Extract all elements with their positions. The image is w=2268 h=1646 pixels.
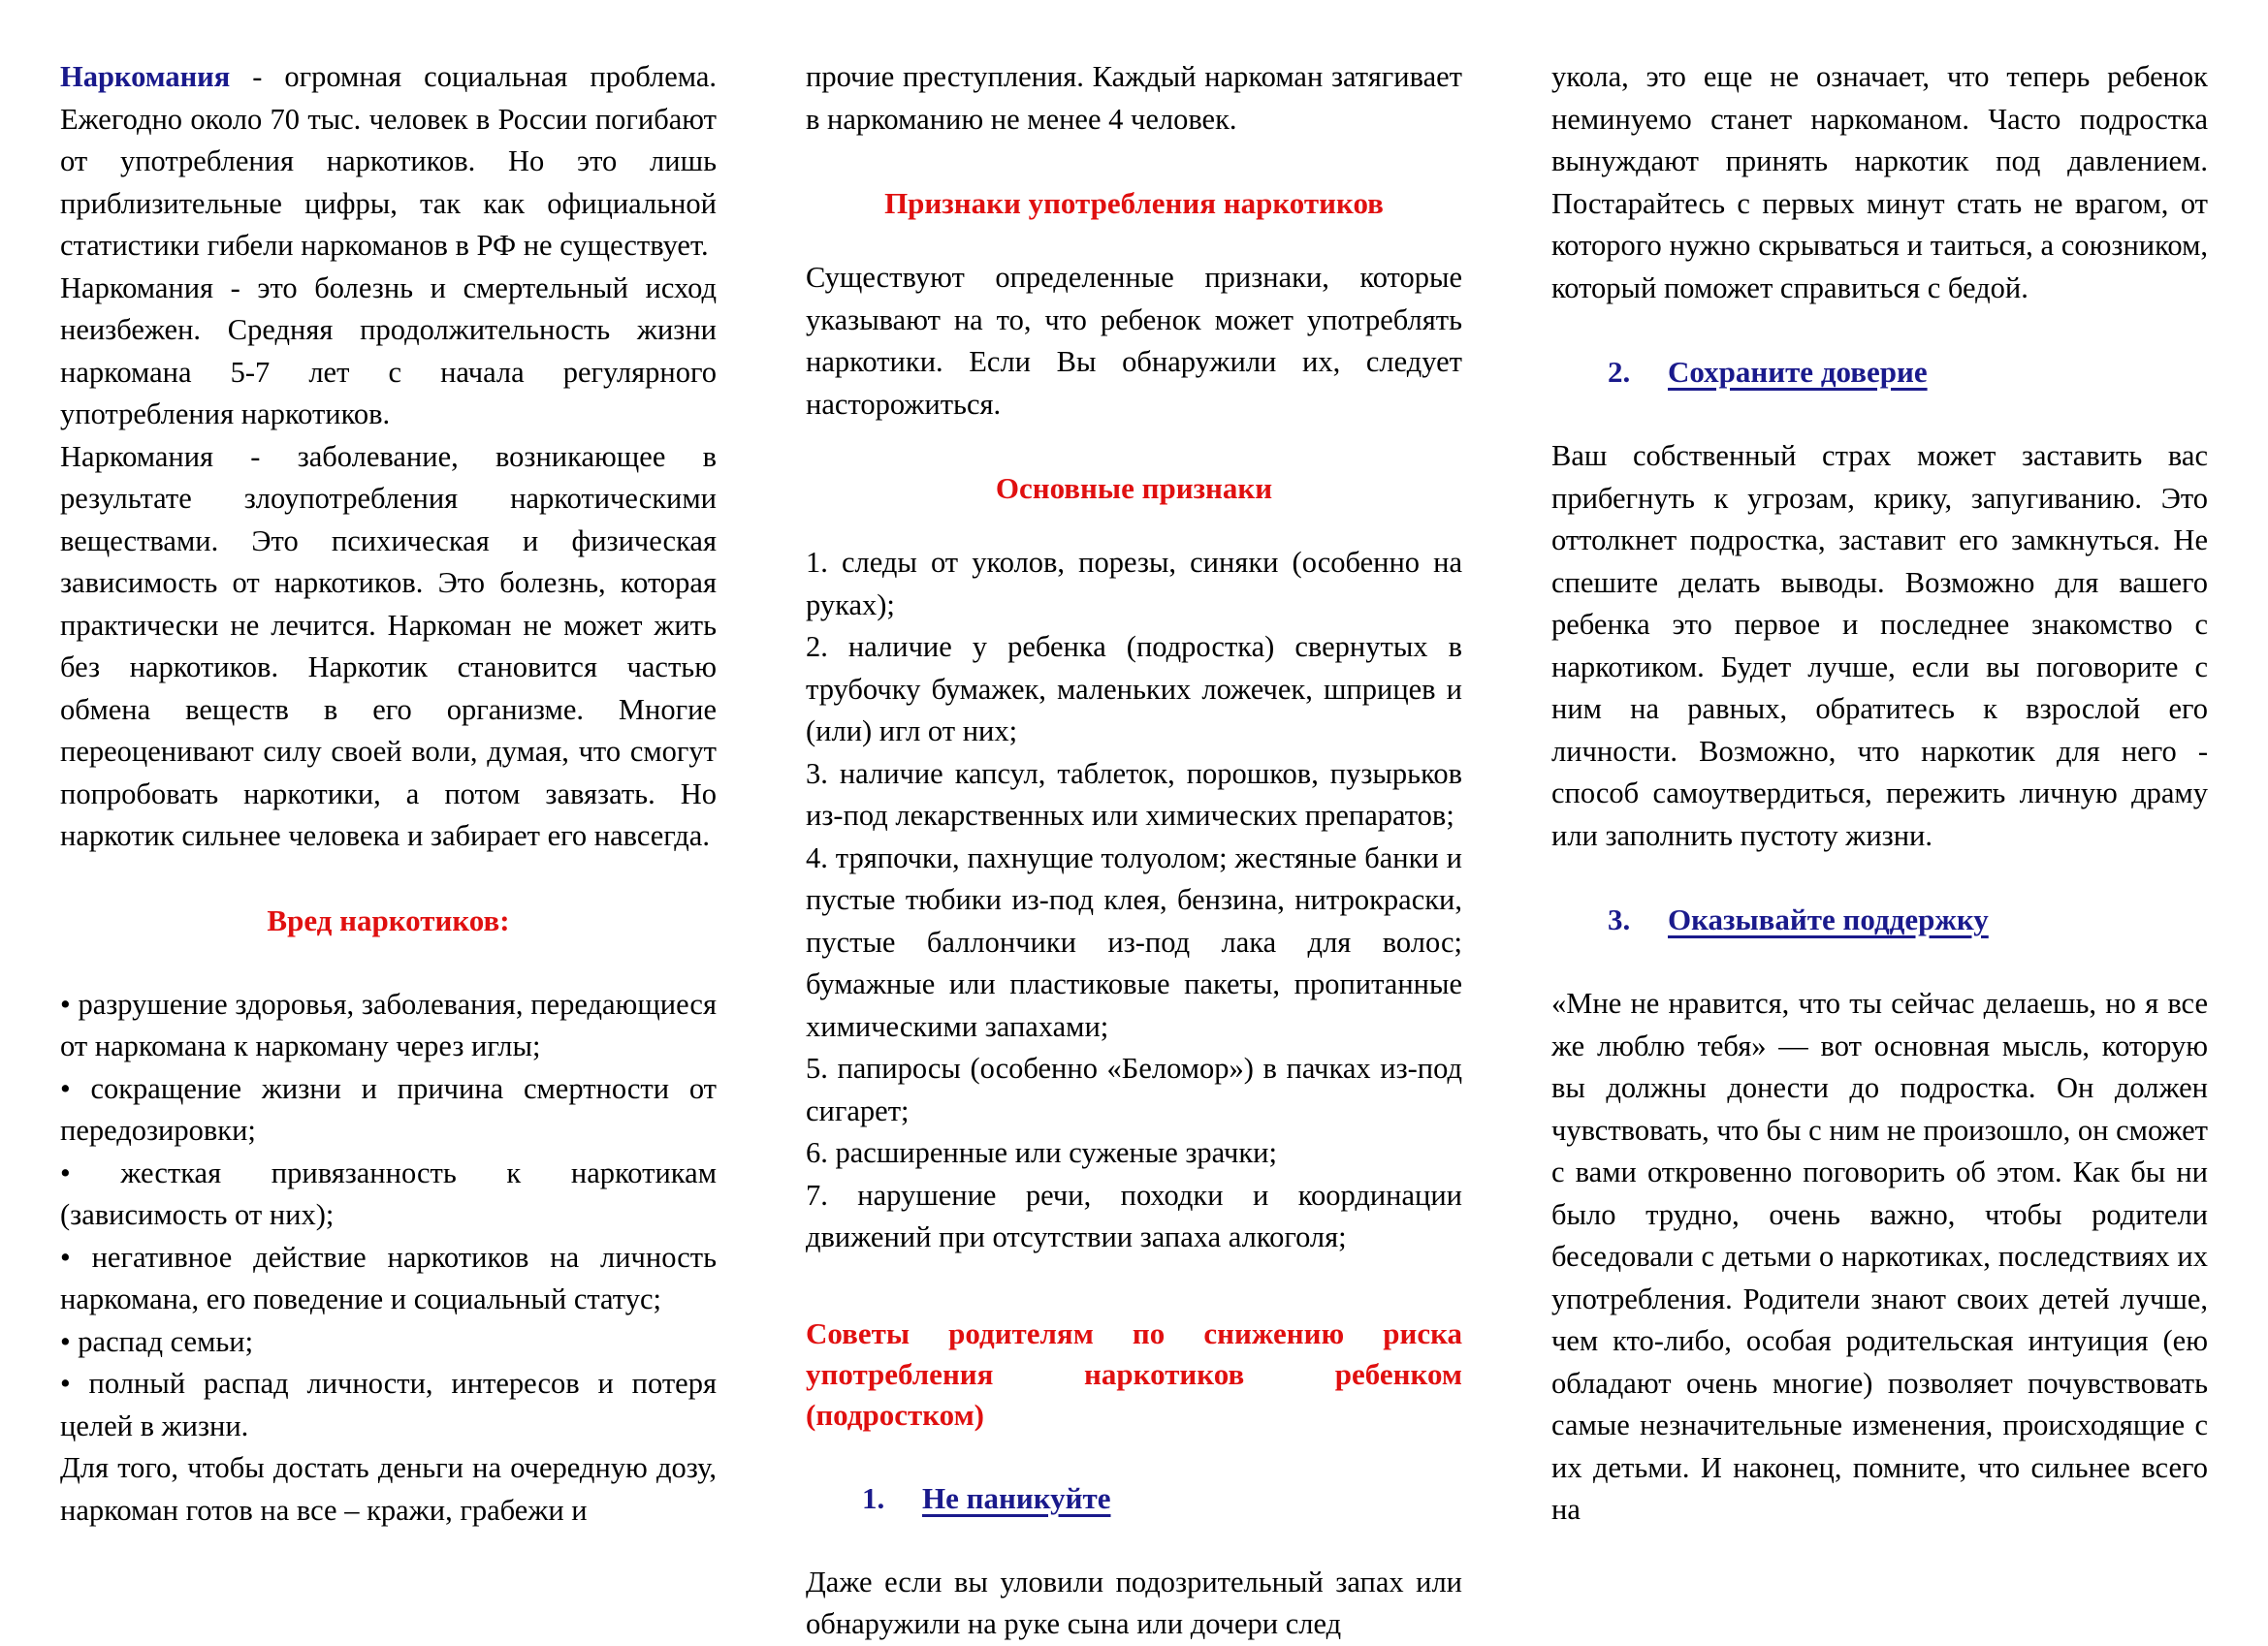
spacer [806, 509, 1462, 542]
list-item: 3. наличие капсул, таблеток, порошков, пузырьков из-под лекарственных или химических препаратов; [806, 756, 1462, 832]
intro-paragraph [60, 56, 717, 268]
paragraph-advice-1-text: Даже если вы уловили подозрительный запах или обнаружили на руке сына или дочери след [806, 1565, 1462, 1640]
spacer [1551, 857, 2208, 900]
harm-list [60, 984, 717, 1448]
paragraph-signs-intro: Существуют определенные признаки, которые указывают на то, что ребенок может употреблять наркотики. Если Вы обнаружили их, следует насторожиться. [806, 261, 1462, 421]
list-item: 5. папиросы (особенно «Беломор») в пачках из-под сигарет; [806, 1052, 1462, 1127]
spacer [1551, 393, 2208, 435]
list-item: 2. наличие у ребенка (подростка) свернутых в трубочку бумажек, маленьких ложечек, шприцев и (или) игл от них; [806, 630, 1462, 747]
spacer [60, 858, 717, 901]
list-item: • распад семьи; [60, 1324, 254, 1358]
heading-advice-2-keep-trust [1551, 352, 2208, 393]
list-item: 1. следы от уколов, порезы, синяки (особенно на руках); [806, 546, 1462, 621]
spacer [1551, 309, 2208, 352]
spacer [806, 426, 1462, 468]
intro-paragraph-rest: - огромная социальная проблема. Ежегодно около 70 тыс. человек в России погибают от употребления наркотиков. Но это лишь приблизительные цифры, так как официальной статистики гибели наркоманов в РФ не существует. [60, 60, 717, 262]
advice-2-number: 2. [1608, 355, 1631, 389]
advice-3-number: 3. [1608, 902, 1631, 936]
heading-main-signs: Основные признаки [995, 471, 1273, 505]
list-item: • сокращение жизни и причина смертности от передозировки; [60, 1071, 717, 1147]
column-right [1551, 56, 2208, 1532]
list-item: 7. нарушение речи, походки и координации движений при отсутствии запаха алкоголя; [806, 1178, 1462, 1253]
paragraph-crimes-continuation: прочие преступления. Каждый наркоман затягивает в наркоманию не менее 4 человек. [806, 60, 1462, 136]
list-item: • негативное действие наркотиков на личность наркомана, его поведение и социальный статус; [60, 1240, 717, 1315]
spacer [60, 941, 717, 984]
paragraph-money-tail: Для того, чтобы достать деньги на очередную дозу, наркоман готов на все – кражи, грабежи и [60, 1451, 717, 1527]
heading-harm-of-drugs: Вред наркотиков: [267, 902, 510, 937]
column-middle [806, 56, 1462, 1646]
advice-3-title: Оказывайте поддержку [1668, 902, 1989, 936]
heading-advice-3-give-support [1551, 900, 2208, 940]
list-item: 4. тряпочки, пахнущие толуолом; жестяные банки и пустые тюбики из-под клея, бензина, нитрокраски, пустые баллончики из-под лака для волос; бумажные или пластиковые пакеты, пропитанные химическими запахами; [806, 840, 1462, 1043]
paragraph-advice-3-text: «Мне не нравится, что ты сейчас делаешь, но я все же люблю тебя» — вот основная мысль, которую вы должны донести до подростка. Он должен чувствовать, что бы с ним не произошло, он сможет с вами откровенно поговорить об этом. Как бы ни было трудно, очень важно, чтобы родители беседовали с детьми о наркотиках, последствиях их употребления. Родители знают своих детей лучше, чем кто-либо, особая родительская интуиция (ею обладают очень многие) позволяет почувствовать самые незначительные изменения, происходящие с их детьми. И наконец, помните, что сильнее всего на [1551, 987, 2208, 1526]
list-item: 6. расширенные или суженые зрачки; [806, 1136, 1277, 1169]
paragraph-injection-continuation: укола, это еще не означает, что теперь ребенок неминуемо станет наркоманом. Часто подростка вынуждают принять наркотик под давлением. Постарайтесь с первых минут стать не врагом, от которого нужно скрываться и таиться, а союзником, который поможет справиться с бедой. [1551, 60, 2208, 304]
heading-advice-for-parents: Советы родителям по снижению риска употребления наркотиков ребенком (подростком) [806, 1315, 1462, 1432]
spacer [806, 1519, 1462, 1562]
advice-2-title: Сохраните доверие [1668, 355, 1928, 389]
spacer [806, 1436, 1462, 1478]
paragraph-advice-2-text: Ваш собственный страх может заставить вас прибегнуть к угрозам, крику, запугиванию. Это оттолкнет подростка, заставит его замкнуться. Не спешите делать выводы. Возможно для вашего ребенка это первое и последнее знакомство с наркотиком. Будет лучше, если вы поговорите с ним на равных, обратитесь к взрослой его личности. Возможно, что наркотик для него - способ самоутвердиться, пережить личную драму или заполнить пустоту жизни. [1551, 439, 2208, 852]
advice-1-number: 1. [862, 1480, 885, 1515]
signs-list [806, 542, 1462, 1259]
heading-advice-1-dont-panic [806, 1478, 1462, 1519]
heading-signs-of-drug-use: Признаки употребления наркотиков [884, 186, 1384, 220]
list-item: • разрушение здоровья, заболевания, передающиеся от наркомана к наркоману через иглы; [60, 987, 717, 1062]
spacer [806, 141, 1462, 183]
advice-1-title: Не паникуйте [922, 1480, 1111, 1515]
spacer [806, 224, 1462, 257]
list-item: • жесткая привязанность к наркотикам (зависимость от них); [60, 1155, 717, 1231]
paragraph-disease: Наркомания - это болезнь и смертельный исход неизбежен. Средняя продолжительность жизни наркомана 5-7 лет с начала регулярного употребления наркотиков. [60, 270, 717, 430]
paragraph-definition: Наркомания - заболевание, возникающее в результате злоупотребления наркотическими веществами. Это психическая и физическая зависимость от наркотиков. Это болезнь, которая практически не лечится. Наркоман не может жить без наркотиков. Наркотик становится частью обмена веществ в его организме. Многие переоценивают силу своей воли, думая, что смогут попробовать наркотики, а потом завязать. Но наркотик сильнее человека и забирает его навсегда. [60, 439, 717, 852]
list-item: • полный распад личности, интересов и потеря целей в жизни. [60, 1367, 717, 1442]
lead-word-narkomania: Наркомания [60, 60, 231, 93]
spacer [806, 1259, 1462, 1314]
spacer [1551, 940, 2208, 983]
column-left [60, 56, 717, 1532]
